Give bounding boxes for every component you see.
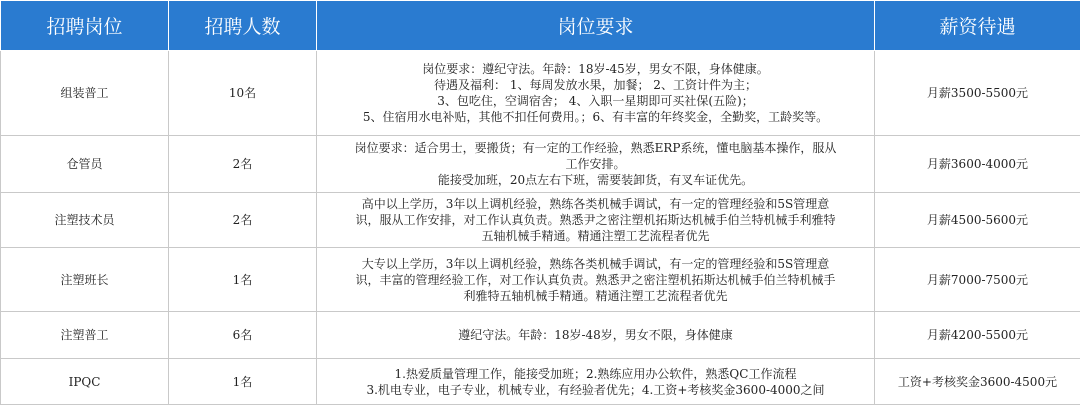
table-row bbox=[1, 359, 1080, 405]
position-cell: 注塑班长 bbox=[1, 248, 169, 312]
requirements-cell bbox=[317, 136, 875, 193]
count-cell: 2名 bbox=[169, 193, 317, 248]
requirement-line: 岗位要求：遵纪守法。年龄：18岁-45岁，男女不限，身体健康。 bbox=[323, 61, 868, 77]
salary-cell: 月薪4500-5600元 bbox=[875, 193, 1080, 248]
requirement-line: 识，丰富的管理经验工作，对工作认真负责。熟悉尹之密注塑机拓斯达机械手伯兰特机械手 bbox=[323, 272, 868, 288]
requirement-line: 5、住宿用水电补贴，其他不扣任何费用。；6、有丰富的年终奖金，全勤奖，工龄奖等。 bbox=[323, 109, 868, 125]
position-cell: 注塑普工 bbox=[1, 312, 169, 359]
header-salary: 薪资待遇 bbox=[875, 1, 1080, 51]
salary-cell: 月薪3600-4000元 bbox=[875, 136, 1080, 193]
table-row bbox=[1, 248, 1080, 312]
requirement-line: 大专以上学历，3年以上调机经验，熟练各类机械手调试，有一定的管理经验和5S管理意 bbox=[323, 256, 868, 272]
requirements-cell bbox=[317, 312, 875, 359]
requirements-cell bbox=[317, 193, 875, 248]
position-cell: 组装普工 bbox=[1, 51, 169, 136]
requirement-line: 高中以上学历，3年以上调机经验，熟练各类机械手调试，有一定的管理经验和5S管理意 bbox=[323, 196, 868, 212]
requirement-line: 五轴机械手精通。精通注塑工艺流程者优先 bbox=[323, 228, 868, 244]
position-cell: 仓管员 bbox=[1, 136, 169, 193]
count-cell: 2名 bbox=[169, 136, 317, 193]
header-count: 招聘人数 bbox=[169, 1, 317, 51]
salary-cell: 月薪3500-5500元 bbox=[875, 51, 1080, 136]
position-cell: IPQC bbox=[1, 359, 169, 405]
requirement-line: 3.机电专业，电子专业，机械专业，有经验者优先；4.工资+考核奖金3600-4000之间 bbox=[323, 382, 868, 398]
header-position: 招聘岗位 bbox=[1, 1, 169, 51]
requirement-line: 利雅特五轴机械手精通。精通注塑工艺流程者优先 bbox=[323, 288, 868, 304]
requirements-cell bbox=[317, 248, 875, 312]
requirement-line: 能接受加班，20点左右下班，需要装卸货，有叉车证优先。 bbox=[323, 172, 868, 188]
table-row bbox=[1, 312, 1080, 359]
requirements-cell bbox=[317, 359, 875, 405]
requirement-line: 识，服从工作安排，对工作认真负责。熟悉尹之密注塑机拓斯达机械手伯兰特机械手利雅特 bbox=[323, 212, 868, 228]
count-cell: 10名 bbox=[169, 51, 317, 136]
requirement-line: 工作安排。 bbox=[323, 156, 868, 172]
table-row bbox=[1, 136, 1080, 193]
position-cell: 注塑技术员 bbox=[1, 193, 169, 248]
requirement-line: 1.热爱质量管理工作，能接受加班；2.熟练应用办公软件，熟悉QC工作流程 bbox=[323, 366, 868, 382]
table-row bbox=[1, 193, 1080, 248]
count-cell: 1名 bbox=[169, 359, 317, 405]
requirement-line: 待遇及福利： 1、每周发放水果，加餐； 2、工资计件为主； bbox=[323, 77, 868, 93]
requirements-cell bbox=[317, 51, 875, 136]
requirement-line: 遵纪守法。年龄：18岁-48岁，男女不限，身体健康 bbox=[323, 327, 868, 343]
requirement-line: 岗位要求：适合男士，要搬货；有一定的工作经验，熟悉ERP系统，懂电脑基本操作，服从 bbox=[323, 140, 868, 156]
table-header-row bbox=[1, 1, 1080, 51]
requirement-line: 3、包吃住，空调宿舍； 4、入职一星期即可买社保(五险)； bbox=[323, 93, 868, 109]
table-row bbox=[1, 51, 1080, 136]
header-requirements: 岗位要求 bbox=[317, 1, 875, 51]
salary-cell: 工资+考核奖金3600-4500元 bbox=[875, 359, 1080, 405]
salary-cell: 月薪4200-5500元 bbox=[875, 312, 1080, 359]
salary-cell: 月薪7000-7500元 bbox=[875, 248, 1080, 312]
count-cell: 1名 bbox=[169, 248, 317, 312]
count-cell: 6名 bbox=[169, 312, 317, 359]
